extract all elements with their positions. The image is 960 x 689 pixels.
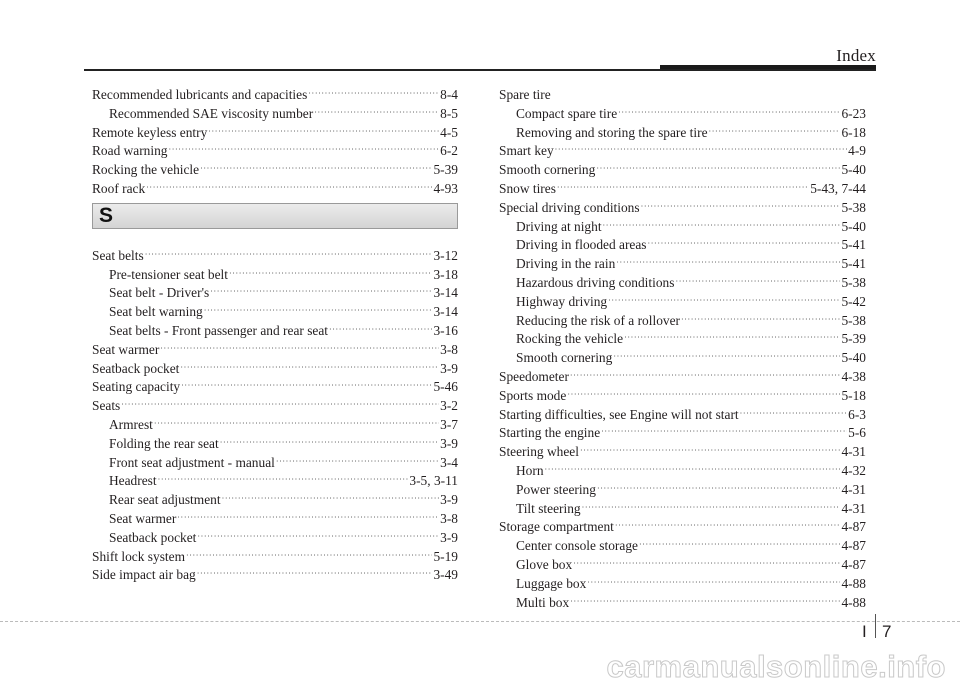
index-entry-page: 4-87	[841, 519, 866, 535]
index-entry-text: Road warning	[92, 143, 168, 159]
section-letter: S	[99, 203, 114, 227]
dot-leader	[587, 574, 840, 593]
dot-leader	[573, 555, 840, 574]
index-entry-page: 4-87	[841, 538, 866, 554]
index-entry	[499, 481, 866, 500]
index-entry-page: 5-40	[841, 350, 866, 366]
index-column-left	[92, 86, 458, 585]
dot-leader	[180, 359, 439, 378]
index-entry	[499, 161, 866, 180]
dot-leader	[613, 348, 840, 367]
index-entry-page: 3-12	[433, 247, 458, 263]
index-entry	[499, 406, 866, 425]
index-entry-text: Driving at night	[516, 218, 602, 234]
index-entry-text: Remote keyless entry	[92, 124, 208, 140]
dot-leader	[154, 415, 439, 434]
index-entry-text: Seatback pocket	[109, 529, 197, 545]
index-entry-text: Special driving conditions	[499, 199, 640, 215]
dot-leader	[570, 593, 840, 612]
index-entry	[92, 416, 458, 435]
index-entry-page: 3-14	[433, 285, 458, 301]
index-entry-text: Recommended lubricants and capacities	[92, 87, 308, 102]
index-entry-text: Removing and storing the spare tire	[516, 124, 708, 140]
index-entry-page: 3-2	[440, 398, 458, 414]
index-entry-page: 5-40	[841, 162, 866, 178]
dot-leader	[641, 198, 841, 217]
index-entry	[92, 303, 458, 322]
dot-leader	[186, 547, 432, 566]
index-entry-text: Steering wheel	[499, 444, 579, 460]
dot-leader	[145, 246, 433, 265]
index-entry-page: 4-87	[841, 556, 866, 572]
index-entry-page: 5-43, 7-44	[810, 180, 866, 196]
index-entry	[499, 500, 866, 519]
index-entry-text: Power steering	[516, 481, 596, 497]
index-entry-page: 3-4	[440, 454, 458, 470]
index-entry	[499, 236, 866, 255]
index-entry-text: Folding the rear seat	[109, 435, 219, 451]
index-entry	[499, 124, 866, 143]
index-entry-text: Hazardous driving conditions	[516, 274, 675, 290]
index-entry-page: 3-16	[433, 322, 458, 338]
watermark: carmanualsonline.info	[606, 649, 946, 684]
index-entry-text: Compact spare tire	[516, 105, 618, 121]
dot-leader	[570, 367, 841, 386]
index-entry-page: 4-88	[841, 594, 866, 610]
index-entry-text: Seating capacity	[92, 379, 181, 395]
index-entry-text: Seat belts	[92, 247, 144, 263]
index-entry-page: 3-18	[433, 266, 458, 282]
dot-leader	[580, 442, 841, 461]
dot-leader	[557, 179, 809, 198]
dot-leader	[624, 329, 840, 348]
dot-leader	[197, 565, 433, 584]
index-entry-page: 3-5, 3-11	[409, 473, 458, 489]
dot-leader	[681, 311, 840, 330]
index-entry	[499, 142, 866, 161]
index-entry-text: Seat belt warning	[109, 304, 203, 320]
index-entry	[499, 293, 866, 312]
index-entry-text: Starting the engine	[499, 425, 601, 441]
index-entry	[92, 142, 458, 161]
index-entry-page: 6-3	[848, 406, 866, 422]
dot-leader	[177, 509, 439, 528]
index-entry-text: Center console storage	[516, 538, 638, 554]
index-entry-text: Side impact air bag	[92, 567, 196, 583]
dot-leader	[615, 517, 841, 536]
header-rule	[84, 69, 876, 71]
dot-leader	[308, 85, 439, 104]
index-entry-page: 4-5	[440, 124, 458, 140]
index-entry	[92, 322, 458, 341]
index-entry-text: Seats	[92, 398, 121, 414]
index-entry	[499, 218, 866, 237]
index-entry	[499, 255, 866, 274]
index-entry-page: 5-41	[841, 256, 866, 272]
index-entry-page: 8-5	[440, 105, 458, 121]
index-entry	[92, 124, 458, 143]
index-entry	[499, 274, 866, 293]
index-entry-text: Storage compartment	[499, 519, 614, 535]
index-entry-text: Seatback pocket	[92, 360, 180, 376]
index-entry-page: 5-38	[841, 274, 866, 290]
entries-s	[92, 247, 458, 585]
index-entry-page: 3-14	[433, 304, 458, 320]
dot-leader	[545, 461, 841, 480]
dot-leader	[648, 235, 841, 254]
index-entry	[499, 199, 866, 218]
index-entry-page: 5-39	[841, 331, 866, 347]
dot-leader	[210, 283, 432, 302]
index-entry-text: Tilt steering	[516, 500, 581, 516]
index-entry-text: Roof rack	[92, 180, 146, 196]
dot-leader	[200, 160, 432, 179]
index-entry-text: Luggage box	[516, 575, 587, 591]
dot-leader	[675, 273, 840, 292]
index-entry-text: Multi box	[516, 594, 570, 610]
index-entry-text: Speedometer	[499, 368, 569, 384]
index-entry	[499, 575, 866, 594]
index-entry-page: 6-2	[440, 143, 458, 159]
dot-leader	[276, 453, 439, 472]
page-header-title: Index	[836, 46, 876, 65]
dot-leader	[639, 536, 840, 555]
index-entry-text: Driving in flooded areas	[516, 237, 647, 253]
dot-leader	[740, 405, 848, 424]
index-entry-text: Front seat adjustment - manual	[109, 454, 275, 470]
index-entry	[499, 556, 866, 575]
index-entry-text: Rear seat adjustment	[109, 492, 221, 508]
index-entry-page: 4-88	[841, 575, 866, 591]
index-entry	[499, 424, 866, 443]
dot-leader	[197, 528, 439, 547]
index-entry	[499, 443, 866, 462]
index-entry-text: Spare tire	[499, 87, 551, 102]
index-entry	[92, 341, 458, 360]
index-entry-text: Reducing the risk of a rollover	[516, 312, 680, 328]
index-entry-text: Pre-tensioner seat belt	[109, 266, 228, 282]
index-entry-text: Smooth cornering	[516, 350, 613, 366]
dot-leader	[204, 302, 433, 321]
index-entry	[499, 387, 866, 406]
dot-leader	[314, 104, 439, 123]
dot-leader	[220, 434, 439, 453]
dot-leader	[596, 160, 840, 179]
index-entry-text: Glove box	[516, 556, 573, 572]
index-entry	[92, 284, 458, 303]
dot-leader	[601, 423, 847, 442]
index-entry-text: Seat belts - Front passenger and rear seat	[109, 322, 329, 338]
index-entry-text: Driving in the rain	[516, 256, 616, 272]
index-entry-text: Smooth cornering	[499, 162, 596, 178]
dot-leader	[169, 141, 440, 160]
dot-leader	[121, 396, 439, 415]
index-entry	[92, 180, 458, 199]
dot-leader	[208, 123, 439, 142]
index-entry-page: 4-9	[848, 143, 866, 159]
dot-leader	[329, 321, 432, 340]
index-entry	[92, 491, 458, 510]
page-section: I	[862, 622, 867, 641]
dot-leader	[567, 386, 840, 405]
index-entry-page: 3-7	[440, 416, 458, 432]
index-entry-page: 5-38	[841, 312, 866, 328]
index-entry	[92, 360, 458, 379]
index-entry	[499, 368, 866, 387]
index-entry	[499, 105, 866, 124]
index-entry-text: Rocking the vehicle	[516, 331, 624, 347]
dot-leader	[181, 377, 432, 396]
index-entry	[92, 378, 458, 397]
index-entry	[92, 548, 458, 567]
index-entry-page: 5-41	[841, 237, 866, 253]
index-entry	[499, 594, 866, 613]
index-entry-text: Starting difficulties, see Engine will not start	[499, 406, 739, 422]
dot-leader	[582, 499, 841, 518]
index-entry-page: 5-46	[433, 379, 458, 395]
dot-leader	[709, 123, 841, 142]
index-entry-page: 5-6	[848, 425, 866, 441]
index-entry	[92, 566, 458, 585]
index-entry-page: 5-38	[841, 199, 866, 215]
index-entry	[499, 462, 866, 481]
index-entry	[499, 349, 866, 368]
index-entry-page: 3-49	[433, 567, 458, 583]
index-entry	[92, 86, 458, 105]
index-column-right	[499, 86, 866, 612]
index-entry	[92, 472, 458, 491]
footer-separator	[875, 614, 876, 638]
entries-s-continued	[499, 86, 866, 612]
index-entry-text: Seat warmer	[92, 341, 160, 357]
index-entry-page: 3-9	[440, 360, 458, 376]
index-entry-text: Highway driving	[516, 293, 608, 309]
index-entry-page: 5-18	[841, 387, 866, 403]
dot-leader	[222, 490, 440, 509]
dot-leader	[158, 471, 409, 490]
index-entry	[499, 312, 866, 331]
dot-leader	[608, 292, 840, 311]
index-entry	[92, 435, 458, 454]
index-entry-page: 4-31	[841, 500, 866, 516]
index-entry-page: 3-8	[440, 510, 458, 526]
dot-leader	[555, 141, 847, 160]
index-entry	[92, 161, 458, 180]
index-entry-page: 4-31	[841, 481, 866, 497]
index-entry-page: 3-9	[440, 492, 458, 508]
dot-leader	[597, 480, 841, 499]
index-entry-text: Recommended SAE viscosity number	[109, 105, 314, 121]
dot-leader	[603, 217, 841, 236]
index-entry-text: Snow tires	[499, 180, 556, 196]
footer-rule	[0, 621, 960, 622]
dot-leader	[618, 104, 840, 123]
index-entry	[92, 454, 458, 473]
index-entry-page: 3-9	[440, 529, 458, 545]
index-entry-page: 4-32	[841, 462, 866, 478]
index-entry	[92, 529, 458, 548]
index-entry-page: 3-9	[440, 435, 458, 451]
index-entry-page: 5-19	[433, 548, 458, 564]
dot-leader	[616, 254, 840, 273]
index-entry	[92, 510, 458, 529]
index-entry-page: 4-38	[841, 368, 866, 384]
index-entry-text: Headrest	[109, 473, 157, 489]
dot-leader	[146, 179, 432, 198]
index-entry	[499, 518, 866, 537]
index-entry	[499, 86, 866, 105]
section-header-s	[92, 203, 458, 229]
index-entry-page: 4-31	[841, 444, 866, 460]
index-entry-page: 8-4	[440, 87, 458, 102]
index-entry-text: Rocking the vehicle	[92, 162, 200, 178]
index-entry-text: Sports mode	[499, 387, 567, 403]
dot-leader	[160, 340, 439, 359]
index-entry-text: Seat belt - Driver's	[109, 285, 210, 301]
index-entry-page: 6-18	[841, 124, 866, 140]
index-entry-page: 5-42	[841, 293, 866, 309]
index-entry-page: 5-40	[841, 218, 866, 234]
index-entry	[499, 180, 866, 199]
index-entry-text: Smart key	[499, 143, 554, 159]
entries-r	[92, 86, 458, 199]
page-num: 7	[882, 622, 892, 641]
index-entry-page: 5-39	[433, 162, 458, 178]
index-entry-text: Horn	[516, 462, 544, 478]
index-entry	[92, 105, 458, 124]
index-entry	[92, 247, 458, 266]
index-entry-text: Shift lock system	[92, 548, 185, 564]
index-entry-text: Armrest	[109, 416, 153, 432]
index-entry-page: 3-8	[440, 341, 458, 357]
index-entry	[499, 330, 866, 349]
index-entry-text: Seat warmer	[109, 510, 177, 526]
index-entry	[92, 266, 458, 285]
index-entry	[92, 397, 458, 416]
dot-leader	[229, 265, 432, 284]
index-entry-page: 6-23	[841, 105, 866, 121]
index-entry-page: 4-93	[433, 180, 458, 196]
index-entry	[499, 537, 866, 556]
